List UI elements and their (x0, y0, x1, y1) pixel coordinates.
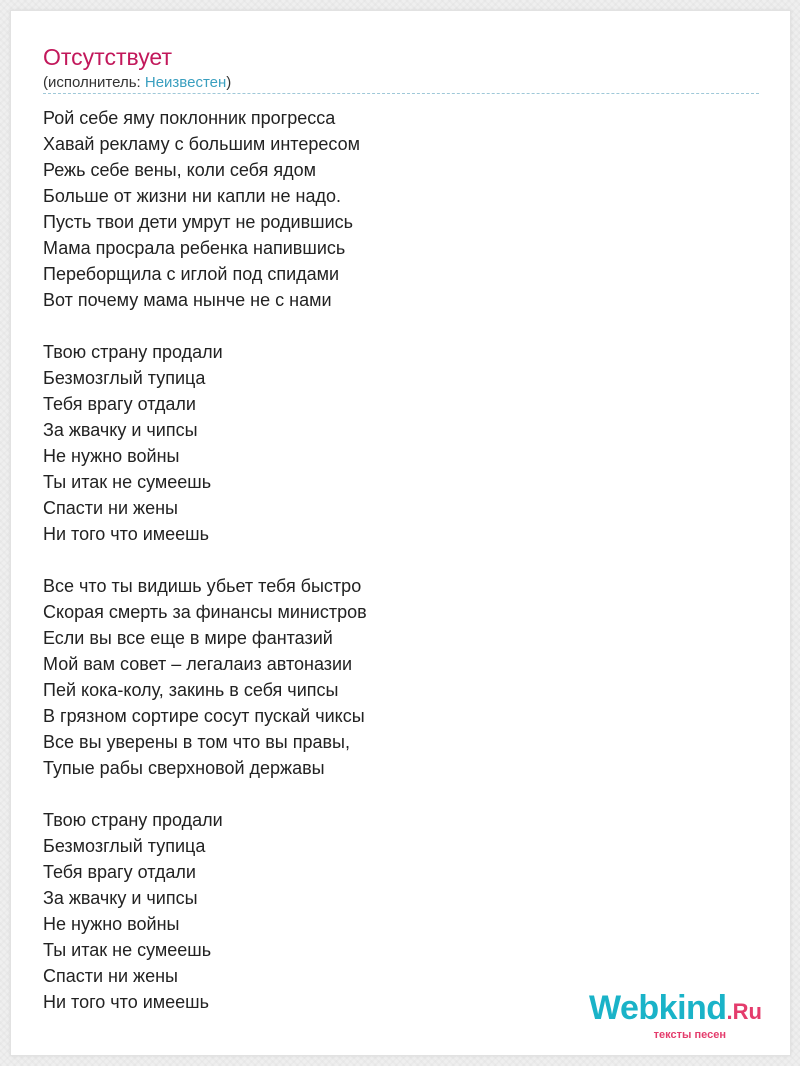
song-title: Отсутствует (43, 44, 172, 70)
lyric-line: Мой вам совет – легалаиз автоназии (43, 654, 353, 674)
lyric-line: Твою страну продали (43, 810, 223, 830)
stanza (43, 807, 743, 1015)
lyric-line: Если вы все еще в мире фантазий (43, 628, 333, 648)
lyric-line: Ни того что имеешь (43, 524, 209, 544)
lyrics-body (43, 105, 743, 1041)
stanza (43, 573, 743, 781)
logo-tld: .Ru (726, 999, 762, 1024)
lyric-line: Вот почему мама нынче не с нами (43, 290, 332, 310)
artist-prefix: (исполнитель: (43, 74, 145, 91)
stanza (43, 105, 743, 313)
lyric-line: Ты итак не сумеешь (43, 940, 212, 960)
stanza (43, 339, 743, 547)
lyric-line: Ты итак не сумеешь (43, 472, 212, 492)
lyric-line: Безмозглый тупица (43, 368, 206, 388)
artist-suffix: ) (226, 74, 232, 91)
lyric-line: Рой себе яму поклонник прогресса (43, 108, 336, 128)
lyric-line: Все вы уверены в том что вы правы, (43, 732, 350, 752)
lyric-line: Пей кока-колу, закинь в себя чипсы (43, 680, 339, 700)
lyrics-card (10, 10, 791, 1056)
lyric-line: Все что ты видишь убьет тебя быстро (43, 576, 362, 596)
lyric-line: Ни того что имеешь (43, 992, 209, 1012)
lyric-line: Переборщила с иглой под спидами (43, 264, 340, 284)
lyric-line: Безмозглый тупица (43, 836, 206, 856)
lyric-line: Скорая смерть за финансы министров (43, 602, 367, 622)
lyric-line: Не нужно войны (43, 914, 180, 934)
lyric-line: Спасти ни жены (43, 498, 178, 518)
artist-link[interactable]: Неизвестен (144, 74, 227, 91)
lyric-line: Режь себе вены, коли себя ядом (43, 160, 316, 180)
lyric-line: Тебя врагу отдали (43, 394, 196, 414)
site-logo[interactable] (589, 991, 762, 1041)
logo-tagline: тексты песен (653, 1029, 726, 1041)
title-divider (43, 93, 759, 94)
lyric-line: Спасти ни жены (43, 966, 178, 986)
logo-wordmark (589, 991, 762, 1032)
lyric-line: Больше от жизни ни капли не надо. (43, 186, 341, 206)
lyric-line: В грязном сортире сосут пускай чиксы (43, 706, 365, 726)
lyric-line: За жвачку и чипсы (43, 888, 198, 908)
lyric-line: Не нужно войны (43, 446, 180, 466)
artist-line (43, 73, 231, 93)
lyric-line: Тебя врагу отдали (43, 862, 196, 882)
lyric-line: Хавай рекламу с большим интересом (43, 134, 360, 154)
lyric-line: Пусть твои дети умрут не родившись (43, 212, 354, 232)
logo-brand: Webkind (589, 989, 727, 1027)
lyric-line: Твою страну продали (43, 342, 223, 362)
lyric-line: Тупые рабы сверхновой державы (43, 758, 325, 778)
lyric-line: За жвачку и чипсы (43, 420, 198, 440)
lyric-line: Мама просрала ребенка напившись (43, 238, 346, 258)
